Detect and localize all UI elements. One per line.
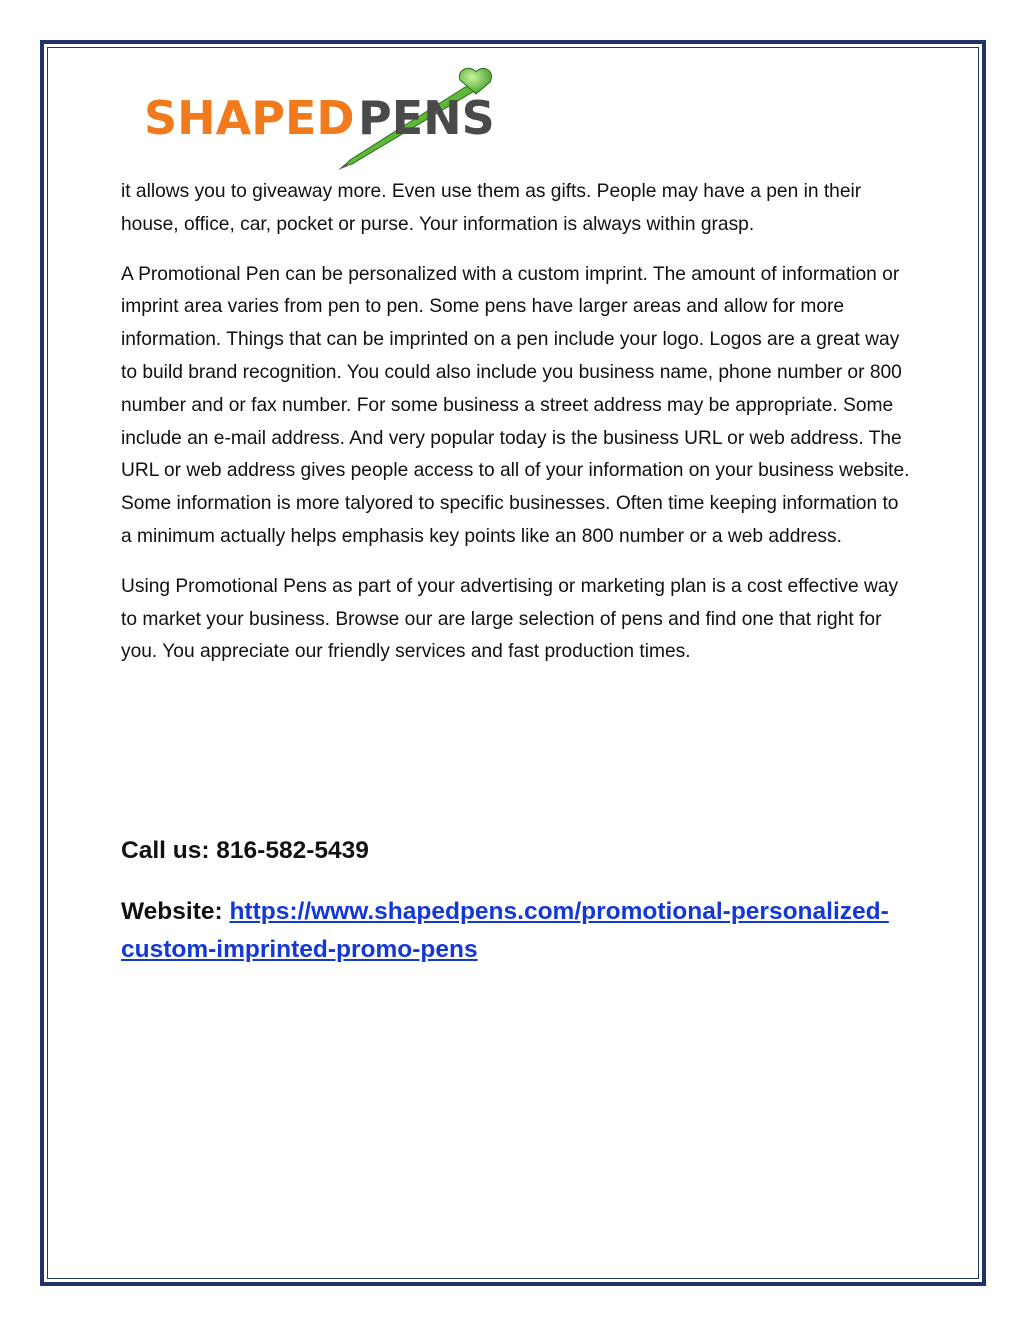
website-label: Website:: [121, 898, 230, 925]
logo-text-pens: PENS: [358, 91, 495, 145]
body-content: [121, 176, 911, 686]
call-us-line: Call us: 816-582-5439: [121, 837, 369, 864]
website-link[interactable]: https://www.shapedpens.com/promotional-personalized-custom-imprinted-promo-pens: [121, 898, 889, 963]
paragraph-3: Using Promotional Pens as part of your advertising or marketing plan is a cost effective way to market your business. Browse our are large selection of pens and find one that right for you. You appreciate our friendly services and fast production times.: [121, 575, 899, 663]
shapedpens-logo: [140, 60, 500, 172]
paragraph-2: A Promotional Pen can be personalized with a custom imprint. The amount of information or imprint area varies from pen to pen. Some pens have larger areas and allow for more information. Things that can be imprinted on a pen include your logo. Logos are a great way to build brand recognition. You could also include you business name, phone number or 800 number and or fax number. For some business a street address may be appropriate. Some include an e-mail address. And very popular today is the business URL or web address. The URL or web address gives people access to all of your information on your business website. Some information is more talyored to specific businesses. Often time keeping information to a minimum actually helps emphasis key points like an 800 number or a web address.: [121, 263, 910, 547]
logo-text-shaped: SHAPED: [144, 91, 355, 145]
paragraph-1: it allows you to giveaway more. Even use them as gifts. People may have a pen in their house, office, car, pocket or purse. Your information is always within grasp.: [121, 181, 862, 235]
website-line: [121, 893, 911, 969]
